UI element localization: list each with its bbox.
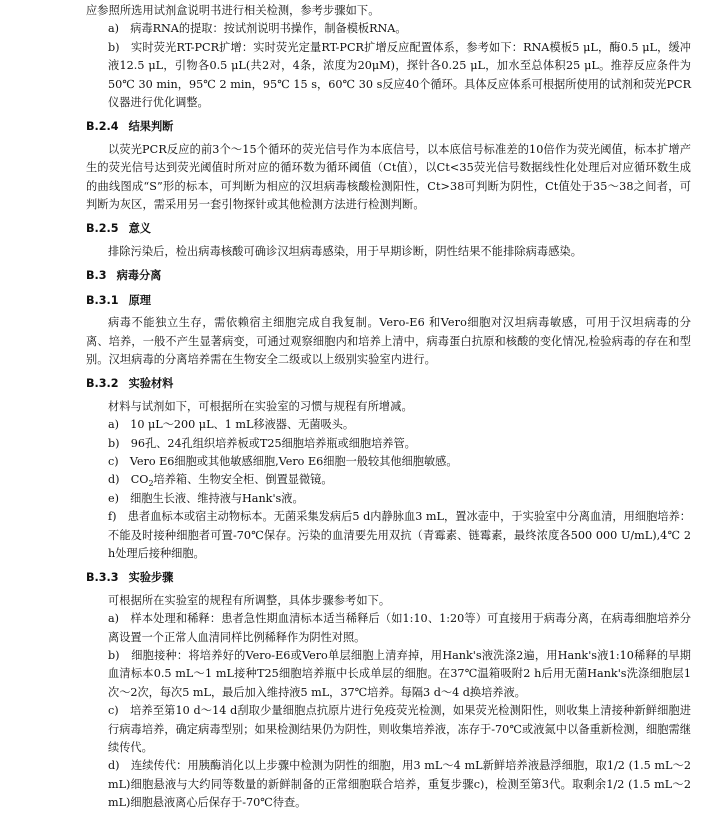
section-number: B.3 xyxy=(86,269,107,283)
section-number: B.2.5 xyxy=(86,222,119,236)
section-heading-b25 xyxy=(86,220,691,238)
section-number: B.3.1 xyxy=(86,293,119,307)
list-item-b33-c: c) 培养至第10 d～14 d刮取少量细胞点抗原片进行免疫荧光检测，如果荧光检测阳性，则收集上清接种新鲜细胞进行病毒培养，确定病毒型别；如果检测结果仍为阴性，则收集培养液，冻存于-70℃或液氮中以备重新检测，细胞需继续传代。 xyxy=(108,704,691,755)
list-item-b32-e: e) 细胞生长液、维持液与Hank's液。 xyxy=(108,491,304,505)
list-item-b32-d xyxy=(86,471,691,489)
paragraph-b33-intro: 可根据所在实验室的规程有所调整，具体步骤参考如下。 xyxy=(108,593,391,607)
step-b-rt-pcr: b) 实时荧光RT-PCR扩增：实时荧光定量RT-PCR扩增反应配置体系，参考如下：RNA模板5 μL，酶0.5 μL，缓冲液12.5 μL，引物各0.5 μL(共2对，4条，浓度为20μM)，探针各0.25 μL，加水至总体积25 μL。推荐反应条件为50℃ 30 min，95℃ 2 min，95℃ 15 s，60℃ 30 s反应40个循环。具体反应体系可根据所使用的试剂和荧光PCR仪器进行优化调整。 xyxy=(108,40,691,110)
section-title: 意义 xyxy=(128,222,151,236)
section-number: B.3.2 xyxy=(86,377,119,391)
subscript: 2 xyxy=(148,479,154,489)
list-item-b32-b: b) 96孔、24孔组织培养板或T25细胞培养瓶或细胞培养管。 xyxy=(108,436,416,450)
section-heading-b32 xyxy=(86,375,691,393)
section-title: 原理 xyxy=(128,293,151,307)
section-title: 实验材料 xyxy=(128,377,174,391)
list-item-b32-a: a) 10 μL～200 μL、1 mL移液器、无菌吸头。 xyxy=(108,418,355,432)
section-title: 结果判断 xyxy=(128,120,174,134)
list-item-b33-d: d) 连续传代：用胰酶消化以上步骤中检测为阴性的细胞，用3 mL～4 mL新鲜培养液悬浮细胞，取1/2 (1.5 mL～2 mL)细胞悬液与大约同等数量的新鲜制备的正常细胞联合培养，重复步骤c)，检测至第3代。取剩余1/2 (1.5 mL～2 mL)细胞悬液离心后保存于-70℃待查。 xyxy=(108,759,691,810)
list-item-text: d) CO xyxy=(108,473,149,487)
list-item-b32-f: f) 患者血标本或宿主动物标本。无菌采集发病后5 d内静脉血3 mL，置冰壶中，于实验室中分离血清，用细胞培养：不能及时接种细胞者可置-70℃保存。污染的血清要先用双抗（青霉素、链霉素，最终浓度各500 000 U/mL),4℃ 2 h处理后接种细胞。 xyxy=(108,510,691,560)
step-a-rna-extraction: a) 病毒RNA的提取：按试剂说明书操作，制备模板RNA。 xyxy=(108,22,407,36)
list-item-text: 培养箱、生物安全柜、倒置显微镜。 xyxy=(153,473,333,487)
section-heading-b3 xyxy=(86,267,691,285)
section-heading-b31 xyxy=(86,292,691,310)
paragraph-b24: 以荧光PCR反应的前3个～15个循环的荧光信号作为本底信号，以本底信号标准差的10倍作为荧光阈值，标本扩增产生的荧光信号达到荧光阈值时所对应的循环数为循环阈值（Ct值），以Ct<35荧光信号数据线性化处理后对应循环数生成的曲线图成“S”形的标本，可判断为相应的汉坦病毒核酸检测阳性，Ct>38可判断为阴性，Ct值处于35～38之间者，可判断为灰区，需采用另一套引物探针或其他检测方法进行检测判断。 xyxy=(86,142,691,212)
list-item-b32-c: c) Vero E6细胞或其他敏感细胞,Vero E6细胞一般较其他细胞敏感。 xyxy=(108,454,458,468)
section-number: B.2.4 xyxy=(86,120,119,134)
section-number: B.3.3 xyxy=(86,571,119,585)
paragraph-b25: 排除污染后，检出病毒核酸可确诊汉坦病毒感染，用于早期诊断，阴性结果不能排除病毒感染。 xyxy=(108,244,583,258)
section-title: 病毒分离 xyxy=(116,269,162,283)
list-item-b33-a: a) 样本处理和稀释：患者急性期血清标本适当稀释后（如1:10、1:20等）可直接用于病毒分离，在病毒细胞培养分离设置一个正常人血清同样比例稀释作为阴性对照。 xyxy=(108,612,691,644)
intro-line: 应参照所选用试剂盒说明书进行相关检测，参考步骤如下。 xyxy=(86,4,380,17)
list-item-b33-b: b) 细胞接种：将培养好的Vero-E6或Vero单层细胞上清弃掉，用Hank's液洗涤2遍，用Hank's液1:10稀释的早期血清标本0.5 mL～1 mL接种T25细胞培养瓶中长成单层的细胞。在37℃温箱吸附2 h后用无菌Hank's洗涤细胞层1次～2次，每次5 mL，最后加入维持液5 mL，37℃培养。每隔3 d～4 d换培养液。 xyxy=(108,649,691,699)
section-title: 实验步骤 xyxy=(128,571,174,585)
section-heading-b24 xyxy=(86,118,691,136)
paragraph-b32-intro: 材料与试剂如下，可根据所在实验室的习惯与规程有所增减。 xyxy=(108,399,413,413)
paragraph-b31: 病毒不能独立生存，需依赖宿主细胞完成自我复制。Vero-E6 和Vero细胞对汉坦病毒敏感，可用于汉坦病毒的分离、培养，一般不产生显著病变，可通过观察细胞内和培养上清中，病毒蛋白抗原和核酸的变化情况,检验病毒的存在和型别。汉坦病毒的分离培养需在生物安全二级或以上级别实验室内进行。 xyxy=(86,316,691,366)
section-heading-b33 xyxy=(86,569,691,587)
